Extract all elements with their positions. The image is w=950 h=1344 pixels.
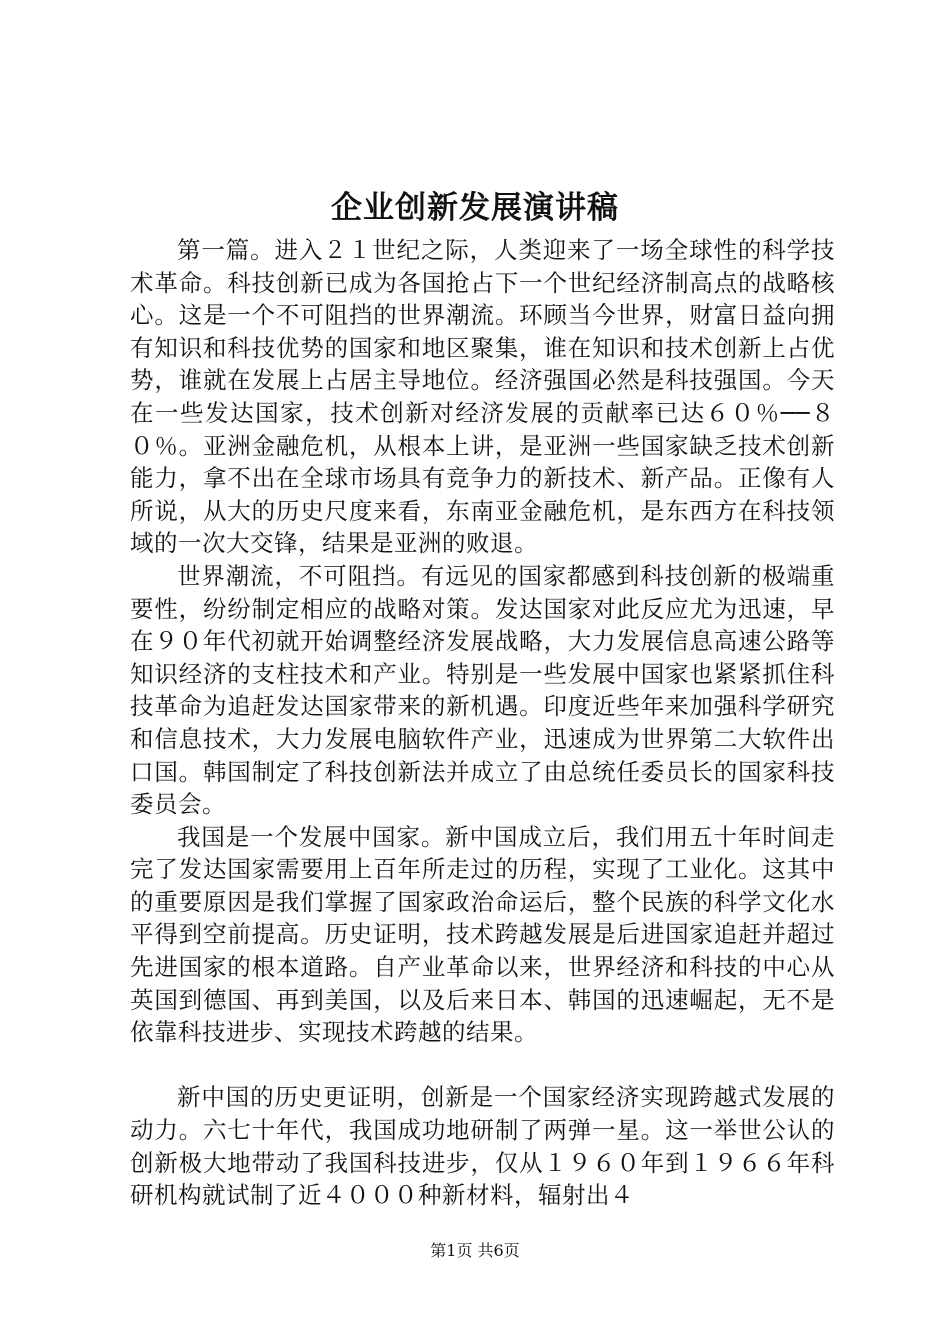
document-title: 企业创新发展演讲稿	[331, 190, 619, 226]
paragraph-1: 第一篇。进入２１世纪之际，人类迎来了一场全球性的科学技术革命。科技创新已成为各国抢占下一个世纪经济制高点的战略核心。这是一个不可阻挡的世界潮流。环顾当今世界，财富日益向拥有知识和科技优势的国家和地区聚集，谁在知识和技术创新上占优势，谁就在发展上占居主导地位。经济强国必然是科技强国。今天在一些发达国家，技术创新对经济发展的贡献率已达６０％──８０％。亚洲金融危机，从根本上讲，是亚洲一些国家缺乏技术创新能力，拿不出在全球市场具有竞争力的新技术、新产品。正像有人所说，从大的历史尺度来看，东南亚金融危机，是东西方在科技领域的一次大交锋，结果是亚洲的败退。	[130, 236, 835, 558]
paragraph-2: 世界潮流，不可阻挡。有远见的国家都感到科技创新的极端重要性，纷纷制定相应的战略对策。发达国家对此反应尤为迅速，早在９０年代初就开始调整经济发展战略，大力发展信息高速公路等知识经济的支柱技术和产业。特别是一些发展中国家也紧紧抓住科技革命为追赶发达国家带来的新机遇。印度近些年来加强科学研究和信息技术，大力发展电脑软件产业，迅速成为世界第二大软件出口国。韩国制定了科技创新法并成立了由总统任委员长的国家科技委员会。	[130, 561, 835, 819]
paragraph-4: 新中国的历史更证明，创新是一个国家经济实现跨越式发展的动力。六七十年代，我国成功地研制了两弹一星。这一举世公认的创新极大地带动了我国科技进步，仅从１９６０年到１９６６年科研机构就试制了近４０００种新材料，辐射出４	[130, 1083, 835, 1210]
document-body	[130, 234, 835, 1212]
page-number-footer: 第1页 共6页	[430, 1241, 520, 1260]
paragraph-3: 我国是一个发展中国家。新中国成立后，我们用五十年时间走完了发达国家需要用上百年所走过的历程，实现了工业化。这其中的重要原因是我们掌握了国家政治命运后，整个民族的科学文化水平得到空前提高。历史证明，技术跨越发展是后进国家追赶并超过先进国家的根本道路。自产业革命以来，世界经济和科技的中心从英国到德国、再到美国，以及后来日本、韩国的迅速崛起，无不是依靠科技进步、实现技术跨越的结果。	[130, 822, 835, 1047]
